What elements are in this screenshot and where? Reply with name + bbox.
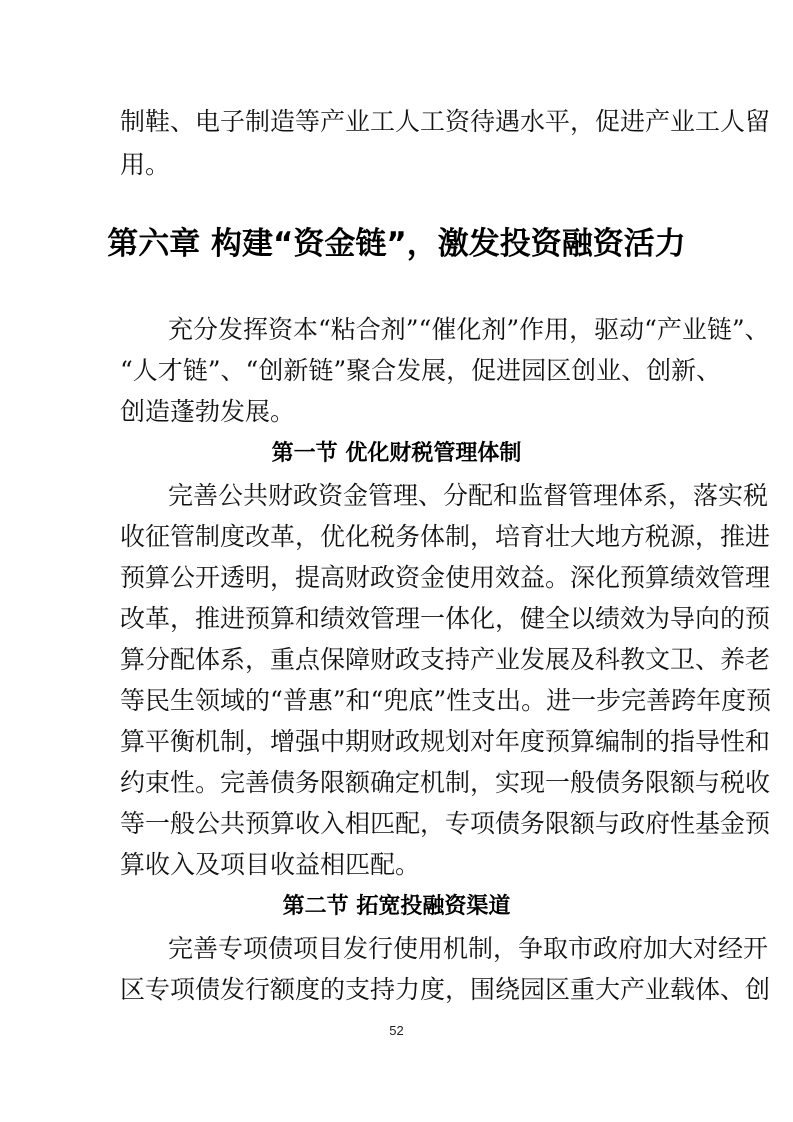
body-text-line: 区专项债发行额度的支持力度，围绕园区重大产业载体、创 <box>120 975 771 1004</box>
body-text-line: 等一般公共预算收入相匹配，专项债务限额与政府性基金预 <box>120 809 771 838</box>
body-text-line: 算平衡机制，增强中期财政规划对年度预算编制的指导性和 <box>120 727 771 756</box>
body-text-line: 制鞋、电子制造等产业工人工资待遇水平，促进产业工人留 <box>120 107 771 136</box>
chapter-title: 第六章 构建“资金链”，激发投资融资活力 <box>107 226 686 262</box>
body-text-line: 收征管制度改革，优化税务体制，培育壮大地方税源，推进 <box>120 522 771 551</box>
body-text-line: 改革，推进预算和绩效管理一体化，健全以绩效为导向的预 <box>120 604 771 633</box>
body-text-line: 用。 <box>120 150 171 179</box>
body-text-line: 算分配体系，重点保障财政支持产业发展及科教文卫、养老 <box>120 645 771 674</box>
body-text-line: 完善公共财政资金管理、分配和监督管理体系，落实税 <box>168 481 769 510</box>
body-text-line: 算收入及项目收益相匹配。 <box>120 850 421 879</box>
body-text-line: 完善专项债项目发行使用机制，争取市政府加大对经开 <box>168 934 769 963</box>
body-text-line: “人才链”、“创新链”聚合发展，促进园区创业、创新、 <box>120 356 722 385</box>
page-number: 52 <box>389 1023 404 1038</box>
body-text-line: 等民生领域的“普惠”和“兜底”性支出。进一步完善跨年度预 <box>120 686 772 715</box>
section-title: 第二节 拓宽投融资渠道 <box>282 893 511 919</box>
body-text-line: 约束性。完善债务限额确定机制，实现一般债务限额与税收 <box>120 768 771 797</box>
section-title: 第一节 优化财税管理体制 <box>271 440 522 466</box>
body-text-line: 创造蓬勃发展。 <box>120 397 296 426</box>
body-text-line: 充分发挥资本“粘合剂”“催化剂”作用，驱动“产业链”、 <box>168 315 770 344</box>
body-text-line: 预算公开透明，提高财政资金使用效益。深化预算绩效管理 <box>120 563 771 592</box>
